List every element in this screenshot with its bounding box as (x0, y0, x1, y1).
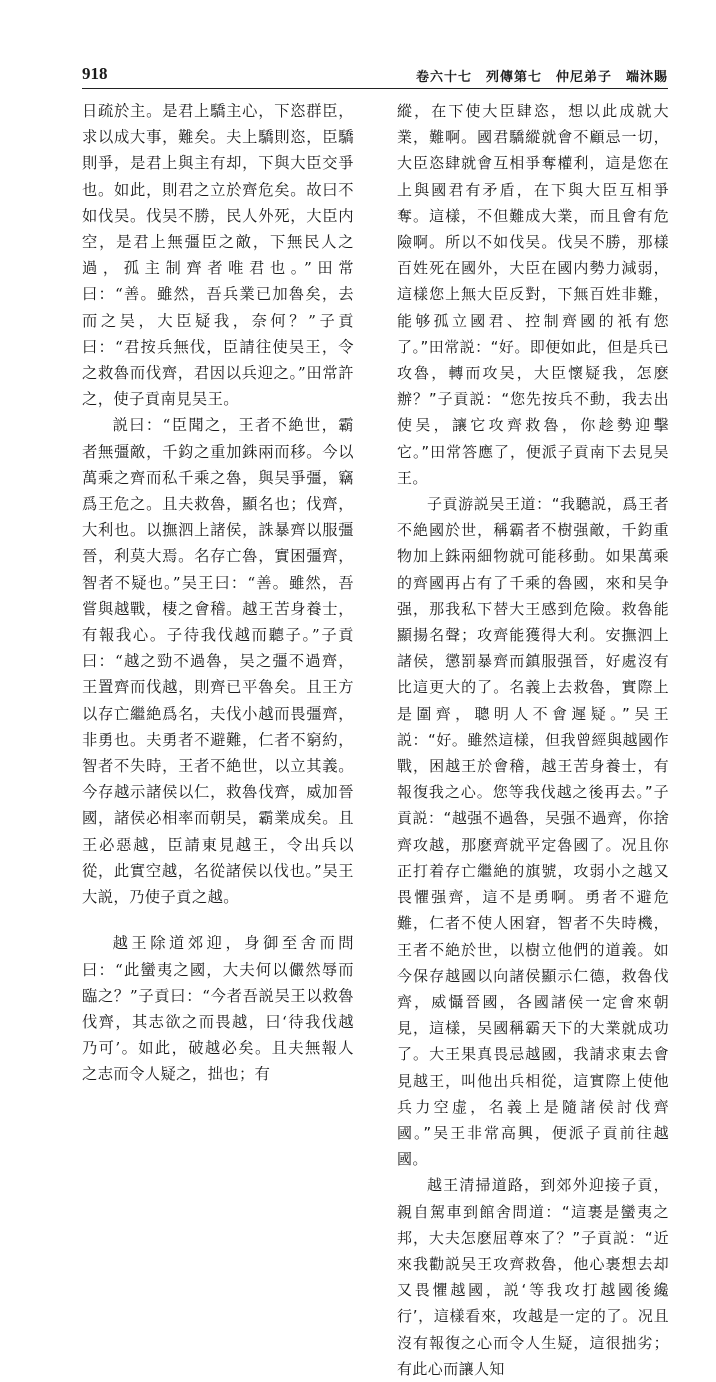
translation-column (397, 98, 669, 1378)
classical-text-column (82, 98, 354, 1084)
classical-paragraph: 説曰：“臣聞之，王者不絶世，霸者無彊敵，千鈞之重加銖兩而移。今以萬乘之齊而私千乘之魯，與吴爭彊，竊爲王危之。且夫救魯，顯名也；伐齊，大利也。以撫泗上諸侯，誅暴齊以服彊晉，利莫大焉。名存亡魯，實困彊齊，智者不疑也。”吴王曰：“善。雖然，吾嘗與越戰，棲之會稽。越王苦身養士，有報我心。子待我伐越而聽子。”子貢曰：“越之勁不過魯，吴之彊不過齊，王置齊而伐越，則齊已平魯矣。且王方以存亡繼絶爲名，夫伐小越而畏彊齊，非勇也。夫勇者不避難，仁者不窮約，智者不失時，王者不絶世，以立其義。今存越示諸侯以仁，救魯伐齊，威加晉國，諸侯必相率而朝吴，霸業成矣。且王必惡越，臣請東見越王，令出兵以從，此實空越，名從諸侯以伐也。”吴王大説，乃使子貢之越。 (82, 416, 354, 907)
page-header (82, 64, 668, 86)
translation-paragraph: 越王清掃道路，到郊外迎接子貢，親自駕車到館舍問道：“這裹是蠻夷之邦，大夫怎麽屈尊來了？”子貢説：“近來我勸説吴王攻齊救魯，他心裹想去却又畏懼越國，説‘等我攻打越國後纔行’，這樣看來，攻越是一定的了。况且沒有報復之心而令人生疑，這很拙劣；有此心而讓人知 (397, 1176, 669, 1378)
translation-paragraph: 縱，在下使大臣肆恣，想以此成就大業，難啊。國君驕縱就會不顧忌一切，大臣恣肆就會互相爭奪權利，這是您在上與國君有矛盾，在下與大臣互相爭奪。這樣，不但難成大業，而且會有危險啊。所以不如伐吴。伐吴不勝，那樣百姓死在國外，大臣在國内勢力減弱，這樣您上無大臣反對，下無百姓非難，能够孤立國君、控制齊國的衹有您了。”田常説：“好。即便如此，但是兵已攻魯，轉而攻吴，大臣懷疑我，怎麽辦？”子貢説：“您先按兵不動，我去出使吴，讓它攻齊救魯，你趁勢迎擊它。”田常答應了，便派子貢南下去見吴王。 (397, 102, 669, 487)
running-head: 卷六十七 列傳第七 仲尼弟子 端沐賜 (415, 70, 668, 85)
classical-paragraph: 日疏於主。是君上驕主心，下恣群臣，求以成大事，難矣。夫上驕則恣，臣驕則爭，是君上與主有却，下與大臣交爭也。如此，則君之立於齊危矣。故曰不如伐吴。伐吴不勝，民人外死，大臣内空，是君上無彊臣之敵，下無民人之過，孤主制齊者唯君也。”田常曰：“善。雖然，吾兵業已加魯矣，去而之吴，大臣疑我，奈何？”子貢曰：“君按兵無伐，臣請往使吴王，令之救魯而伐齊，君因以兵迎之。”田常許之，使子貢南見吴王。 (82, 102, 354, 409)
translation-paragraph: 子貢游説吴王道：“我聽説，爲王者不絶國於世，稱霸者不樹强敵，千鈞重物加上銖兩細物就可能移動。如果萬乘的齊國再占有了千乘的魯國，來和吴争强，那我私下替大王感到危險。救魯能顯揚名聲；攻齊能獲得大利。安撫泗上諸侯，懲罰暴齊而鎮服强晉，好處沒有比這更大的了。名義上去救魯，實際上是圍齊，聰明人不會遲疑。”吴王説：“好。雖然這樣，但我曾經與越國作戰，困越王於會稽，越王苦身養士，有報復我之心。您等我伐越之後再去。”子貢説：“越强不過魯，吴强不過齊，你捨齊攻越，那麽齊就平定魯國了。况且你正打着存亡繼絶的旗號，攻弱小之越又畏懼强齊，這不是勇啊。勇者不避危難，仁者不使人困窘，智者不失時機，王者不絶於世，以樹立他們的道義。如今保存越國以向諸侯顯示仁德，救魯伐齊，威懾晉國，各國諸侯一定會來朝見，這樣，吴國稱霸天下的大業就成功了。大王果真畏忌越國，我請求東去會見越王，叫他出兵相從，這實際上使他兵力空虚，名義上是隨諸侯討伐齊國。”吴王非常高興，便派子貢前往越國。 (397, 495, 669, 1169)
header-rule (82, 88, 668, 89)
page-number: 918 (82, 64, 108, 83)
classical-paragraph: 越王除道郊迎，身御至舍而問曰：“此蠻夷之國，大夫何以儼然辱而臨之？”子貢曰：“今者吾説吴王以救魯伐齊，其志欲之而畏越，曰‘待我伐越乃可’。如此，破越必矣。且夫無報人之志而令人疑之，拙也；有 (82, 934, 354, 1084)
